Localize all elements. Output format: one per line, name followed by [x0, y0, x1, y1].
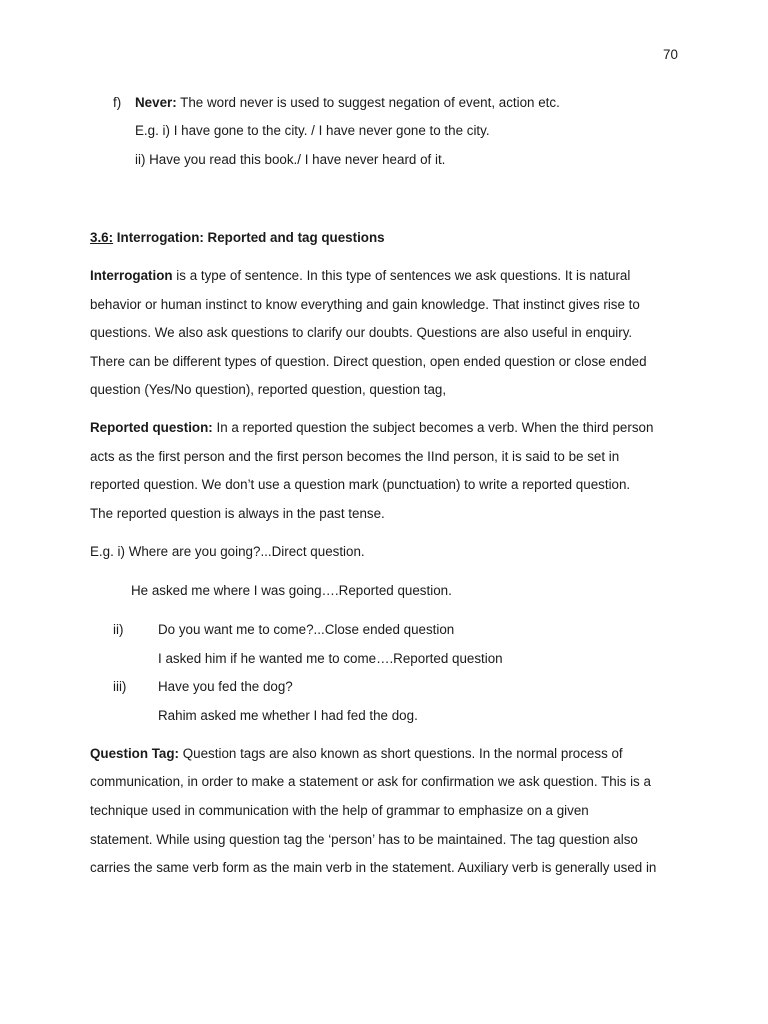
- reported-line-4: The reported question is always in the past tense.: [90, 506, 385, 521]
- tag-line-5: carries the same verb form as the main verb in the statement. Auxiliary verb is generally used in: [90, 860, 657, 875]
- reported-line-1: [90, 419, 653, 437]
- tag-line-1: [90, 745, 623, 763]
- term-question-tag: Question Tag:: [90, 746, 180, 761]
- never-paragraph: [135, 94, 560, 112]
- interrogation-line-1: [90, 267, 630, 285]
- interrogation-line-2: behavior or human instinct to know everything and gain knowledge. That instinct gives rise to: [90, 297, 640, 312]
- interrogation-line-3: questions. We also ask questions to clarify our doubts. Questions are also useful in enquiry.: [90, 325, 633, 340]
- section-title: Interrogation: Reported and tag questions: [113, 230, 385, 245]
- reported-line-2: acts as the first person and the first person becomes the IInd person, it is said to be set in: [90, 449, 620, 464]
- section-number: 3.6:: [90, 230, 114, 245]
- reported-line-3: reported question. We don’t use a question mark (punctuation) to write a reported question.: [90, 477, 631, 492]
- section-heading: [90, 229, 385, 247]
- term-never: Never:: [135, 95, 177, 110]
- tag-text: Question tags are also known as short questions. In the normal process of: [179, 746, 623, 761]
- example-3-direct: Have you fed the dog?: [158, 679, 293, 694]
- interrogation-text: is a type of sentence. In this type of sentences we ask questions. It is natural: [172, 268, 631, 283]
- interrogation-line-4: There can be different types of question. Direct question, open ended question or close ended: [90, 354, 647, 369]
- term-reported-question: Reported question:: [90, 420, 213, 435]
- tag-line-4: statement. While using question tag the ‘person’ has to be maintained. The tag question also: [90, 832, 638, 847]
- reported-text: In a reported question the subject becomes a verb. When the third person: [212, 420, 654, 435]
- tag-line-3: technique used in communication with the help of grammar to emphasize on a given: [90, 803, 589, 818]
- example-3-reported: Rahim asked me whether I had fed the dog.: [158, 708, 418, 723]
- example-2-marker: ii): [113, 622, 124, 637]
- example-2-direct: Do you want me to come?...Close ended question: [158, 622, 455, 637]
- interrogation-line-5: question (Yes/No question), reported question, question tag,: [90, 382, 447, 397]
- example-1-direct: E.g. i) Where are you going?...Direct question.: [90, 544, 365, 559]
- never-example-2: ii) Have you read this book./ I have never heard of it.: [135, 152, 446, 167]
- never-example-1: E.g. i) I have gone to the city. / I have never gone to the city.: [135, 123, 490, 138]
- term-interrogation: Interrogation: [90, 268, 173, 283]
- page-number: 70: [663, 47, 678, 62]
- never-definition: The word never is used to suggest negation of event, action etc.: [176, 95, 560, 110]
- list-marker-f: f): [113, 95, 122, 110]
- example-3-marker: iii): [113, 679, 127, 694]
- example-1-reported: He asked me where I was going….Reported question.: [131, 583, 452, 598]
- tag-line-2: communication, in order to make a statement or ask for confirmation we ask question. This is a: [90, 774, 651, 789]
- example-2-reported: I asked him if he wanted me to come….Reported question: [158, 651, 503, 666]
